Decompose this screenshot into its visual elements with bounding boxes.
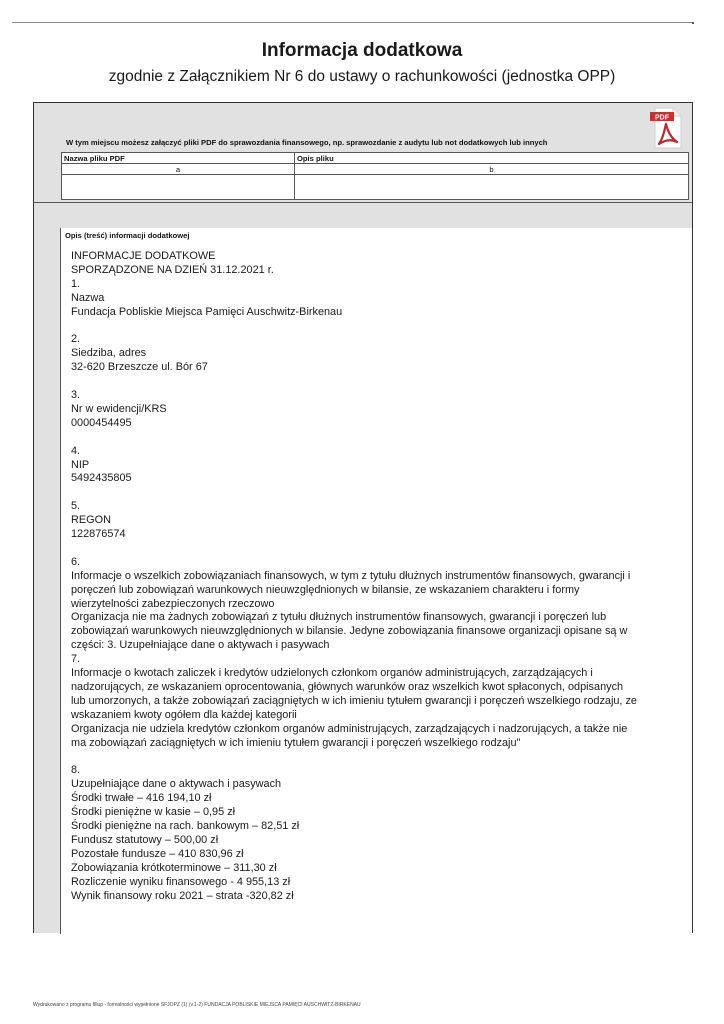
content-line: poręczeń lub zobowiązań warunkowych nieuwzględnionych w bilansie, ze wskazaniem charakteru i formy (71, 583, 580, 596)
content-line: REGON (71, 514, 111, 527)
pdf-file-icon[interactable] (649, 106, 683, 150)
content-line: Uzupełniające dane o aktywach i pasywach (71, 778, 282, 791)
content-text-area[interactable] (71, 250, 681, 904)
content-line: wierzytelności zabezpieczonych rzeczowo (71, 597, 275, 610)
top-rule-end (692, 22, 694, 24)
content-line: lub umorzonych, a także zobowiązań zaciągniętych w ich imieniu tytułem gwarancji i poręczeń wszelkiego rodzaju, ze (71, 694, 637, 707)
print-footer: Wydrukowano z programu fillup - formalności wypełnione SFJOPZ (1) (v.1-2) FUNDACJA POBLISKIE MIEJSCA PAMIĘCI AUSCHWITZ-BIRKENAU (33, 1002, 361, 1008)
page-title: Informacja dodatkowa (261, 40, 463, 61)
blank-line (71, 542, 681, 556)
content-line: 32-620 Brzeszcze ul. Bór 67 (71, 361, 208, 374)
content-line: Środki pieniężne w kasie – 0,95 zł (71, 806, 236, 819)
content-line: 0000454495 (71, 416, 132, 429)
blank-line (71, 431, 681, 445)
content-line: NIP (71, 458, 90, 471)
column-header-file-name: Nazwa pliku PDF (62, 153, 295, 164)
content-section (60, 228, 692, 934)
blank-line (71, 751, 681, 765)
attachments-table (61, 152, 689, 200)
content-line: Zobowiązania krótkoterminowe – 311,30 zł (71, 861, 277, 874)
content-line: 5492435805 (71, 472, 132, 485)
content-line: wskazaniem kwoty ogółem dla każdej kategorii (71, 708, 297, 721)
content-line: Siedziba, adres (71, 347, 147, 360)
content-line: Środki trwałe – 416 194,10 zł (71, 792, 212, 805)
content-line: Fundusz statutowy – 500,00 zł (71, 833, 219, 846)
content-line: 5. (71, 500, 81, 513)
content-line: ma zobowiązań zaciągniętych w ich imieniu tytułem gwarancji i poręczeń wszelkiego rodzaju" (71, 736, 521, 749)
content-line: 1. (71, 277, 81, 290)
content-label: Opis (treść) informacji dodatkowej (65, 231, 190, 240)
content-line: 122876574 (71, 528, 126, 541)
content-line: INFORMACJE DODATKOWE (71, 250, 216, 262)
content-line: części: 3. Uzupełniające dane o aktywach i pasywach (71, 639, 330, 652)
content-line: Wynik finansowy roku 2021 – strata -320,82 zł (71, 889, 294, 902)
svg-text:PDF: PDF (655, 114, 669, 122)
content-line: Informacje o kwotach zaliczek i kredytów udzielonych członkom organów administrujących, zarządzających i (71, 667, 593, 680)
content-line: Rozliczenie wyniku finansowego - 4 955,13 zł (71, 875, 291, 888)
content-line: nadzorujących, ze wskazaniem oprocentowania, głównych warunków oraz wszelkich kwot spłaconych, odpisanych (71, 681, 624, 694)
file-description-cell[interactable] (295, 175, 689, 200)
content-line: zobowiązań warunkowych nieuwzględnionych w bilansie. Jedyne zobowiązania finansowe organizacji opisane są w (71, 625, 628, 638)
page-subtitle: zgodnie z Załącznikiem Nr 6 do ustawy o rachunkowości (jednostka OPP) (108, 68, 616, 85)
column-header-description: Opis pliku (295, 153, 689, 164)
content-line: Nr w ewidencji/KRS (71, 402, 167, 415)
table-row (62, 175, 689, 200)
blank-line (71, 375, 681, 389)
content-line: Organizacja nie udziela kredytów członkom organów administrujących, zarządzających i nadzorujących, a także nie (71, 722, 628, 735)
content-line: 7. (71, 653, 81, 666)
blank-line (71, 486, 681, 500)
content-line: Środki pieniężne na rach. bankowym – 82,51 zł (71, 820, 300, 833)
blank-line (71, 320, 681, 334)
content-line: 3. (71, 389, 81, 402)
content-line: Fundacja Pobliskie Miejsca Pamięci Auschwitz-Birkenau (71, 305, 343, 318)
content-line: Nazwa (71, 291, 105, 304)
content-line: 4. (71, 444, 81, 457)
file-name-cell[interactable] (62, 175, 295, 200)
content-line: Pozostałe fundusze – 410 830,96 zł (71, 847, 244, 860)
attachments-note: W tym miejscu możesz załączyć pliki PDF do sprawozdania finansowego, np. sprawozdanie z audytu lub not dodatkowych lub innych (66, 138, 548, 147)
content-line: Informacje o wszelkich zobowiązaniach finansowych, w tym z tytułu dłużnych instrumentów finansowych, gwarancji i (71, 569, 631, 582)
column-label-a: a (62, 164, 295, 175)
top-rule (12, 22, 694, 23)
content-line: Organizacja nie ma żadnych zobowiązań z tytułu dłużnych instrumentów finansowych, gwarancji i poręczeń lub (71, 611, 607, 624)
content-line: 2. (71, 333, 81, 346)
section-divider (33, 202, 692, 203)
column-label-b: b (295, 164, 689, 175)
content-line: SPORZĄDZONE NA DZIEŃ 31.12.2021 r. (71, 263, 274, 276)
content-line: 6. (71, 555, 81, 568)
content-line: 8. (71, 764, 81, 777)
